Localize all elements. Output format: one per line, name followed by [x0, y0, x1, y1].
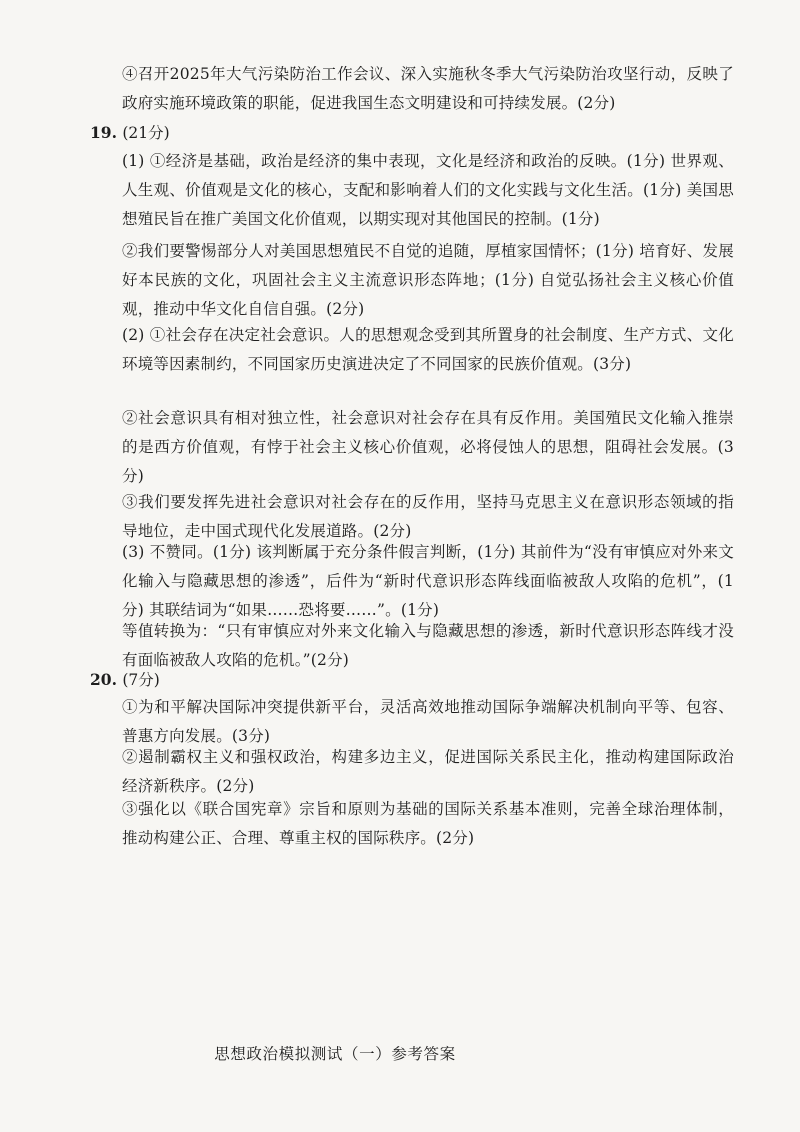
answer-paragraph: (3) 不赞同。(1分) 该判断属于充分条件假言判断，(1分) 其前件为“没有审慎应对外来文化输入与隐藏思想的渗透”，后件为“新时代意识形态阵线面临被敌人攻陷的危机”，(1分) 其联结词为“如果……恐将要……”。(1分) [122, 543, 734, 619]
question-19-header [90, 118, 170, 148]
question-points: (21分) [122, 124, 170, 142]
answer-paragraph: (1) ①经济是基础，政治是经济的集中表现，文化是经济和政治的反映。(1分) 世界观、人生观、价值观是文化的核心，支配和影响着人们的文化实践与文化生活。(1分) 美国思想殖民旨在推广美国文化价值观，以期实现对其他国民的控制。(1分) [122, 152, 734, 228]
answer-paragraph: 等值转换为：“只有审慎应对外来文化输入与隐藏思想的渗透，新时代意识形态阵线才没有面临被敌人攻陷的危机。”(2分) [122, 622, 734, 669]
answer-paragraph: ③我们要发挥先进社会意识对社会存在的反作用，坚持马克思主义在意识形态领域的指导地位，走中国式现代化发展道路。(2分) [122, 493, 734, 540]
question-points: (7分) [122, 671, 160, 689]
answer-paragraph: ④召开2025年大气污染防治工作会议、深入实施秋冬季大气污染防治攻坚行动，反映了政府实施环境政策的职能，促进我国生态文明建设和可持续发展。(2分) [122, 65, 734, 112]
answer-paragraph: (2) ①社会存在决定社会意识。人的思想观念受到其所置身的社会制度、生产方式、文化环境等因素制约，不同国家历史演进决定了不同国家的民族价值观。(3分) [122, 326, 734, 373]
answer-paragraph: ③强化以《联合国宪章》宗旨和原则为基础的国际关系基本准则，完善全球治理体制，推动构建公正、合理、尊重主权的国际秩序。(2分) [122, 800, 734, 847]
answer-paragraph: ②我们要警惕部分人对美国思想殖民不自觉的追随，厚植家国情怀；(1分) 培育好、发展好本民族的文化，巩固社会主义主流意识形态阵地；(1分) 自觉弘扬社会主义核心价值观，推动中华文化自信自强。(2分) [122, 242, 734, 318]
answer-paragraph: ①为和平解决国际冲突提供新平台，灵活高效地推动国际争端解决机制向平等、包容、普惠方向发展。(3分) [122, 698, 734, 745]
question-20-header [90, 665, 160, 695]
question-number: 19. [90, 123, 117, 142]
question-number: 20. [90, 670, 117, 689]
answer-paragraph: ②社会意识具有相对独立性，社会意识对社会存在具有反作用。美国殖民文化输入推崇的是西方价值观，有悖于社会主义核心价值观，必将侵蚀人的思想，阻碍社会发展。(3分) [122, 409, 734, 485]
page-footer-title: 思想政治模拟测试（一）参考答案 [214, 1045, 456, 1063]
answer-paragraph: ②遏制霸权主义和强权政治，构建多边主义，促进国际关系民主化，推动构建国际政治经济新秩序。(2分) [122, 748, 734, 795]
